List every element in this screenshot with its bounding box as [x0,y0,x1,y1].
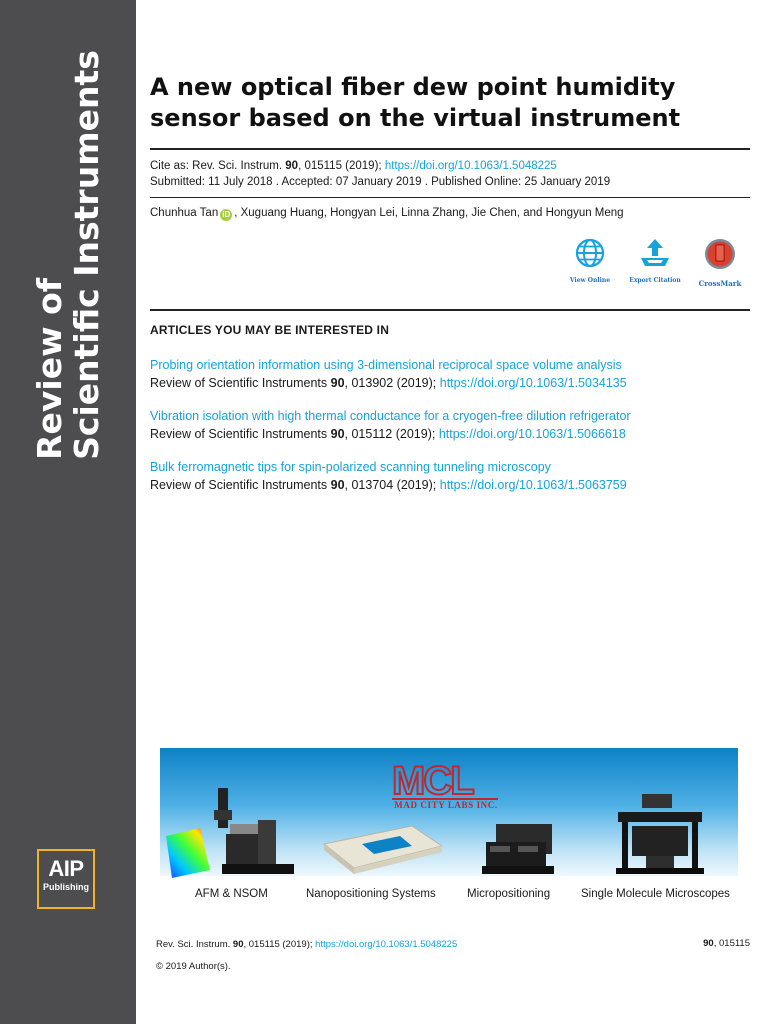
cite-volume: 90 [285,160,299,172]
first-author[interactable]: Chunhua Tan [150,207,219,219]
export-citation-button[interactable] [625,238,685,284]
related-volume: 90 [330,478,345,492]
single-molecule-microscope-image [612,792,708,876]
related-articles-heading: ARTICLES YOU MAY BE INTERESTED IN [150,323,390,337]
export-icon [638,238,672,268]
crossmark-label: CrossMark [698,279,742,288]
related-article-title[interactable]: Probing orientation information using 3-dimensional reciprocal space volume analysis [150,358,622,372]
aip-publishing-logo[interactable] [37,849,95,909]
related-article [150,407,750,443]
mcl-brand-text: MCL [392,759,473,803]
related-article [150,458,750,494]
advertisement-banner[interactable] [160,748,738,906]
ad-caption-micropositioning: Micropositioning [467,888,551,900]
cite-prefix: Cite as: Rev. Sci. Instrum. [150,160,286,172]
micropositioning-stage-image [478,820,558,876]
ad-caption-single-molecule: Single Molecule Microscopes [581,888,730,900]
footer-prefix: Rev. Sci. Instrum. [156,939,233,950]
actions-divider [150,309,750,311]
related-journal: Review of Scientific Instruments [150,427,331,441]
globe-icon [575,238,605,268]
related-rest: , 015112 (2019); [344,427,439,441]
journal-name-line2: Scientific Instruments [67,50,106,460]
related-rest: , 013902 (2019); [344,376,440,390]
dates-line: Submitted: 11 July 2018 . Accepted: 07 January 2019 . Published Online: 25 January 2019 [150,176,611,188]
mcl-subtitle: MAD CITY LABS INC. [394,800,498,810]
related-journal: Review of Scientific Instruments [150,376,331,390]
related-article-title[interactable]: Vibration isolation with high thermal conductance for a cryogen-free dilution refrigerator [150,409,631,423]
citation-block [150,158,610,190]
cite-divider [150,197,750,198]
footer-doi-link[interactable]: https://doi.org/10.1063/1.5048225 [315,939,458,950]
other-authors[interactable]: , Xuguang Huang, Hongyan Lei, Linna Zhang, Jie Chen, and Hongyun Meng [234,207,624,219]
orcid-icon[interactable]: iD [222,210,231,219]
author-list [150,205,624,221]
nanopositioning-stage-image [320,816,445,876]
footer-page-volume: 90 [703,938,714,949]
export-citation-label: Export Citation [629,277,681,284]
logo-line1: AIP [48,856,84,881]
view-online-label: View Online [569,277,611,284]
related-article-source [150,476,750,494]
related-article-source [150,374,750,392]
related-volume: 90 [330,427,345,441]
journal-name-line1: Review of [30,277,69,460]
related-doi-link[interactable]: https://doi.org/10.1063/1.5066618 [438,427,626,441]
title-divider [150,148,750,150]
footer-citation [156,938,457,952]
article-title: A new optical fiber dew point humidity sensor based on the virtual instrument [150,73,681,132]
crossmark-icon [704,238,736,270]
cite-line [150,158,610,174]
crossmark-button[interactable] [690,238,750,288]
footer-page-id [640,938,750,949]
related-journal: Review of Scientific Instruments [150,478,331,492]
cite-rest: , 015115 (2019); [298,160,385,172]
journal-sidebar [0,0,136,1024]
ad-caption-afm: AFM & NSOM [195,888,268,900]
logo-line2: Publishing [43,882,89,892]
related-doi-link[interactable]: https://doi.org/10.1063/1.5034135 [439,376,627,390]
afm-instrument-image [166,784,306,878]
related-article-source [150,425,750,443]
related-rest: , 013704 (2019); [344,478,440,492]
journal-name [31,50,105,460]
footer-page-number: , 015115 [713,938,750,949]
related-volume: 90 [330,376,345,390]
related-article-title[interactable]: Bulk ferromagnetic tips for spin-polarized scanning tunneling microscopy [150,460,551,474]
footer-volume: 90 [232,939,244,950]
related-doi-link[interactable]: https://doi.org/10.1063/1.5063759 [439,478,627,492]
related-article [150,356,750,392]
ad-caption-nanopositioning: Nanopositioning Systems [306,888,436,900]
footer-copyright: © 2019 Author(s). [156,961,231,972]
article-actions [560,238,750,292]
view-online-button[interactable] [560,238,620,284]
footer-rest: , 015115 (2019); [243,939,316,950]
article-doi-link[interactable]: https://doi.org/10.1063/1.5048225 [384,160,557,172]
